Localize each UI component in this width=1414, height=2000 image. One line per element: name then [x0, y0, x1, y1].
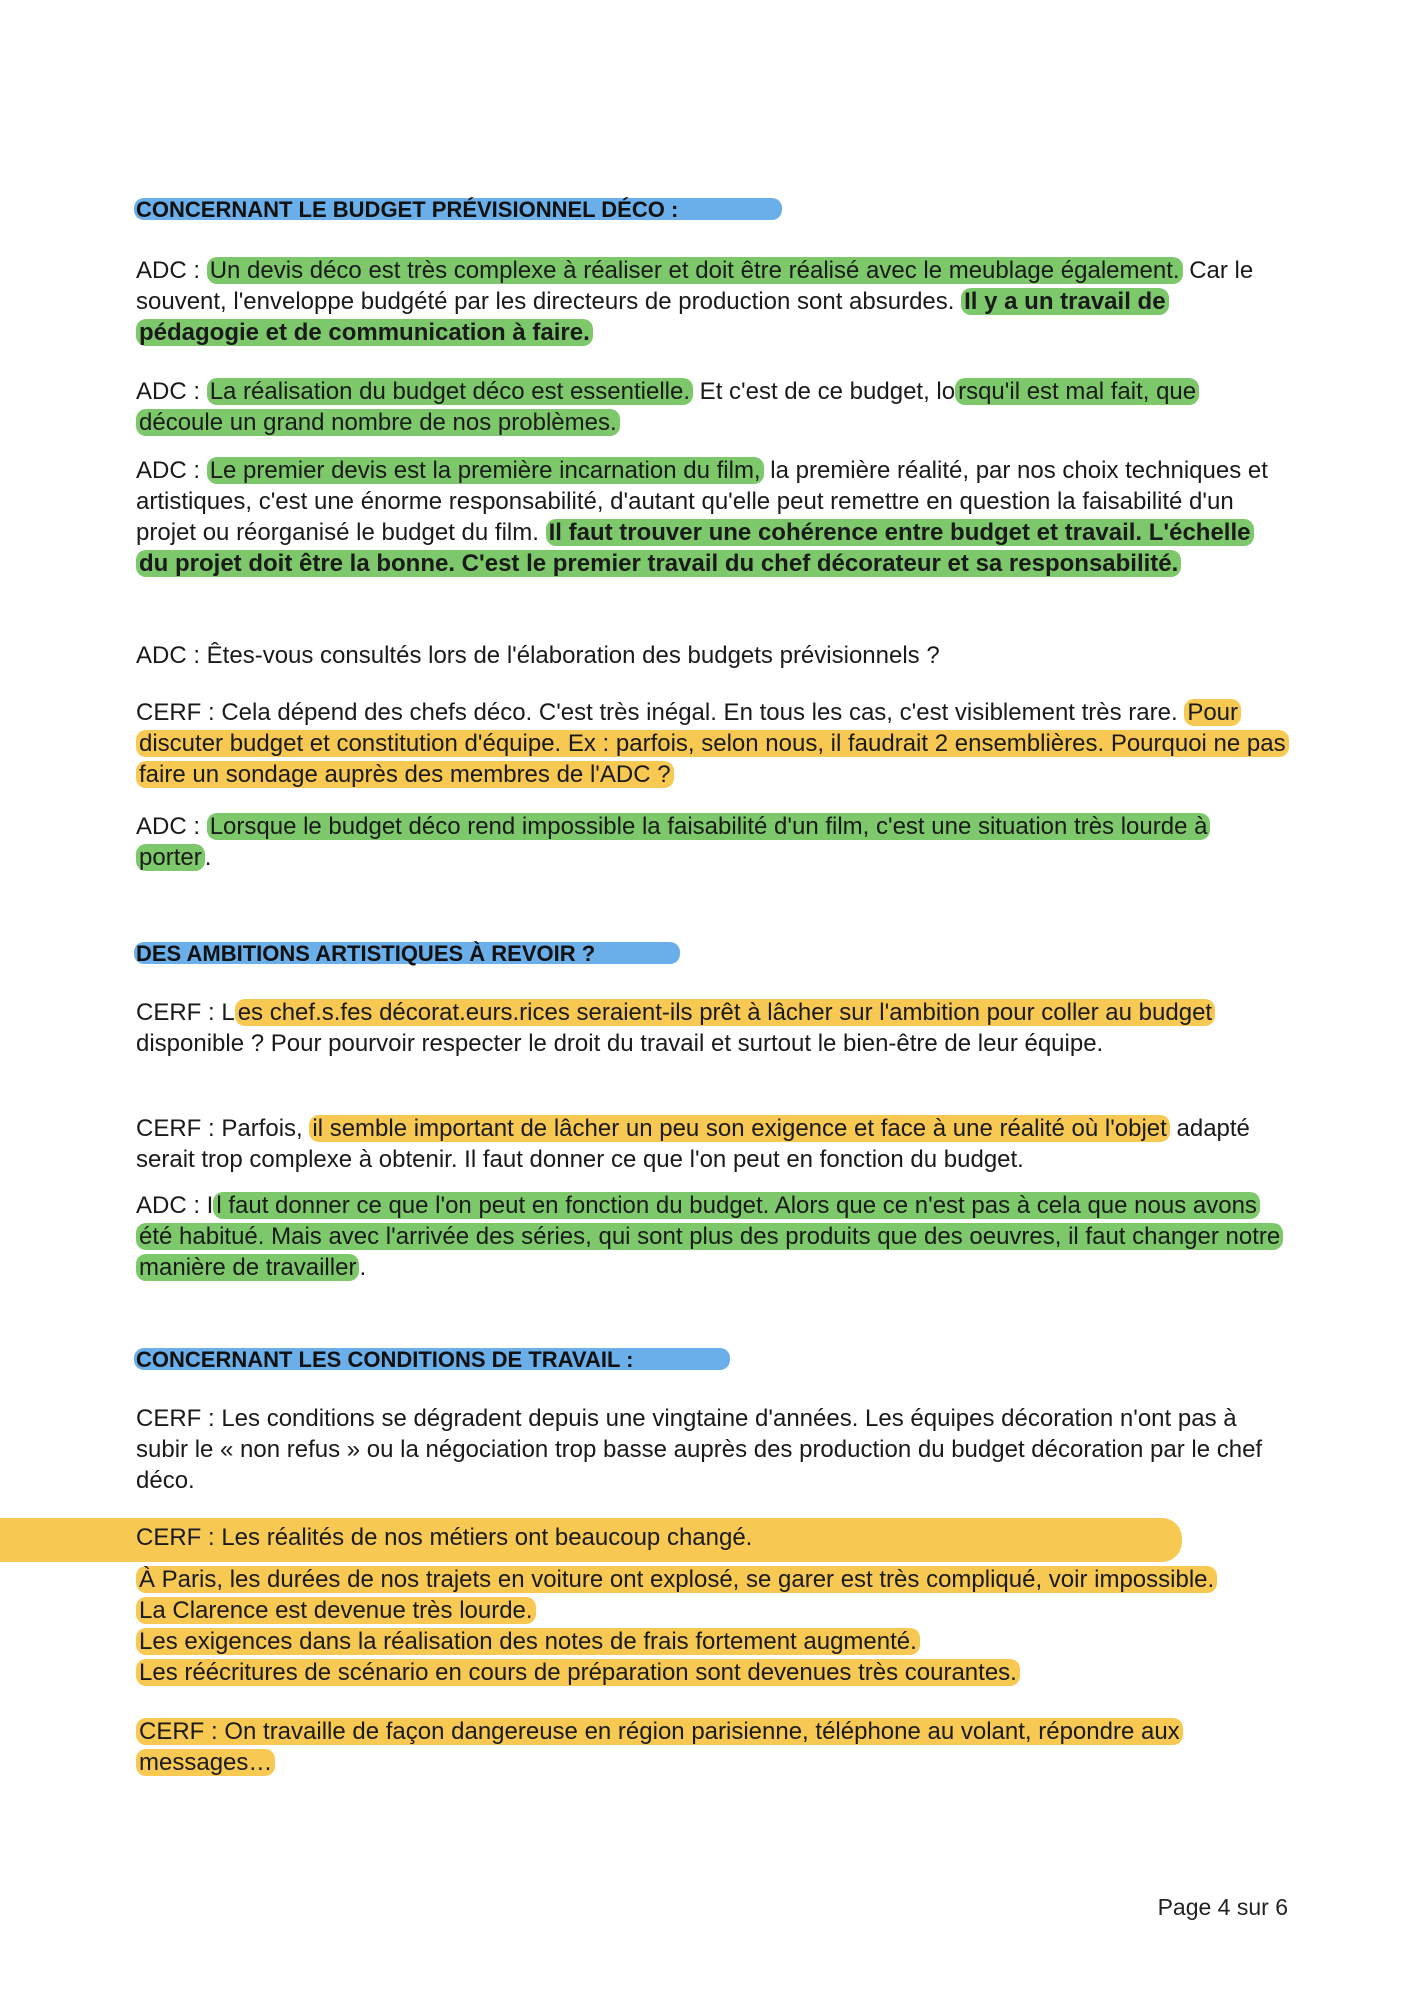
paragraph-budget-2: ADC : La réalisation du budget déco est essentielle. Et c'est de ce budget, lo rsqu'il est mal fait, que découle un grand nombre de nos problèmes. [136, 376, 1286, 438]
paragraph-conditions-2-rest: À Paris, les durées de nos trajets en voiture ont explosé, se garer est très compliqué, voir impossible. La Clarence est devenue très lourde. Les exigences dans la réalisation des notes de frais fortement augmenté. Les réécritures de scénario en cours de préparation sont devenues très courantes. [136, 1564, 1286, 1688]
paragraph-ambitions-1: CERF : L es chef.s.fes décorat.eurs.rices seraient-ils prêt à lâcher sur l'ambition pour coller au budget disponible ? Pour pourvoir respecter le droit du travail et surtout le bien-être de leur équipe. [136, 997, 1286, 1059]
page-number: Page 4 sur 6 [1157, 1894, 1288, 1920]
paragraph-ambitions-3: ADC : I l faut donner ce que l'on peut en fonction du budget. Alors que ce n'est pas à cela que nous avons été habitué. Mais avec l'arrivée des séries, qui sont plus des produits que des oeuvres, il faut changer notre manière de travailler . [136, 1190, 1286, 1283]
paragraph-budget-1: ADC : Un devis déco est très complexe à réaliser et doit être réalisé avec le meublage également. Car le souvent, l'enveloppe budgété par les directeurs de production sont absurdes. Il y a un travail de pédagogie et de communication à faire. [136, 257, 1254, 346]
section-heading-budget: CONCERNANT LE BUDGET PRÉVISIONNEL DÉCO : [136, 196, 678, 224]
paragraph-budget-5: CERF : Cela dépend des chefs déco. C'est très inégal. En tous les cas, c'est visiblement très rare. Pour discuter budget et constitution d'équipe. Ex : parfois, selon nous, il faudrait 2 ensemblières. Pourquoi ne pas faire un sondage auprès des membres de l'ADC ? [136, 697, 1286, 790]
section-heading-conditions: CONCERNANT LES CONDITIONS DE TRAVAIL : [136, 1346, 633, 1374]
paragraph-budget-6: ADC : Lorsque le budget déco rend impossible la faisabilité d'un film, c'est une situation très lourde à porter . [136, 811, 1286, 873]
section-heading-ambitions: DES AMBITIONS ARTISTIQUES À REVOIR ? [136, 940, 595, 968]
paragraph-ambitions-2: CERF : Parfois, il semble important de lâcher un peu son exigence et face à une réalité où l'objet adapté serait trop complexe à obtenir. Il faut donner ce que l'on peut en fonction du budget. [136, 1115, 1250, 1173]
paragraph-conditions-3: CERF : On travaille de façon dangereuse en région parisienne, téléphone au volant, répondre aux messages… [136, 1716, 1286, 1778]
paragraph-budget-3: ADC : Le premier devis est la première incarnation du film, la première réalité, par nos choix techniques et artistiques, c'est une énorme responsabilité, d'autant qu'elle peut remettre en question la faisabilité d'un projet ou réorganisé le budget du film. Il faut trouver une cohérence entre budget et travail. L'échelle du projet doit être la bonne. C'est le premier travail du chef décorateur et sa responsabilité. [136, 457, 1268, 577]
paragraph-conditions-2-line1: CERF : Les réalités de nos métiers ont beaucoup changé. [136, 1524, 753, 1551]
paragraph-conditions-1: CERF : Les conditions se dégradent depuis une vingtaine d'années. Les équipes décoration n'ont pas à subir le « non refus » ou la négociation trop basse auprès des production du budget décoration par le chef déco. [136, 1405, 1263, 1494]
paragraph-budget-4: ADC : Êtes-vous consultés lors de l'élaboration des budgets prévisionnels ? [136, 642, 940, 669]
